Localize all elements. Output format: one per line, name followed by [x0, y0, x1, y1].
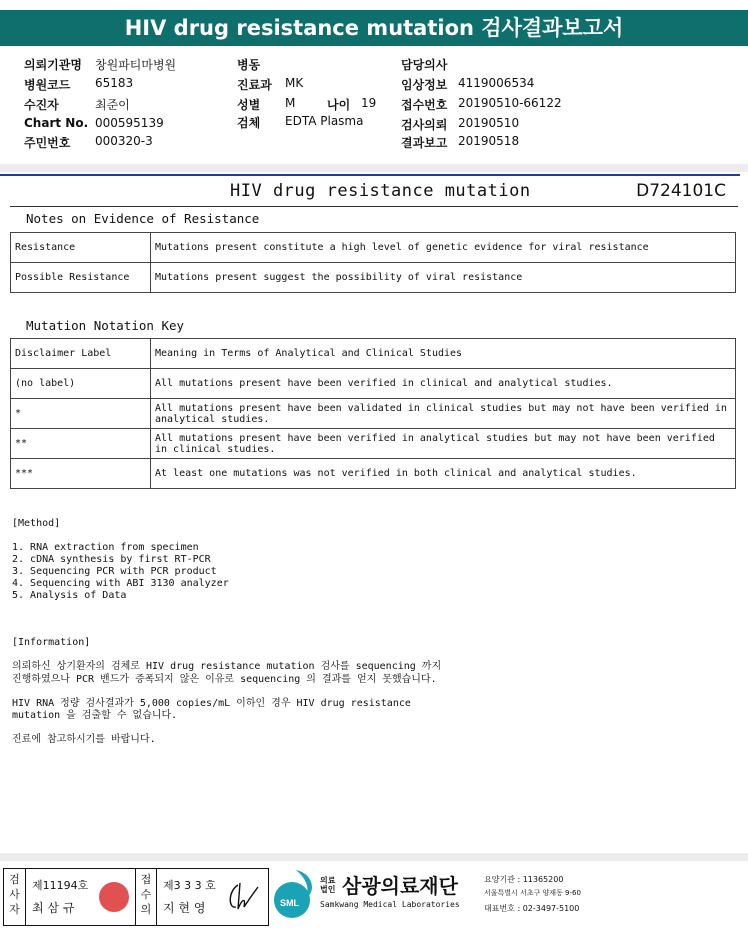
examiner-name: 최 삼 규 — [32, 901, 75, 915]
patient-info-panel — [0, 50, 748, 164]
method-line: 2. cDNA synthesis by first RT-PCR — [12, 554, 211, 565]
footer-divider — [0, 853, 748, 861]
info-label: 결과보고 — [401, 136, 448, 150]
table-row — [11, 369, 736, 399]
report-header-title: HIV drug resistance mutation 검사결과보고서 — [0, 10, 748, 46]
section-divider — [0, 164, 748, 172]
information-line: 의뢰하신 상기환자의 검체로 HIV drug resistance mutation 검사를 sequencing 까지 — [12, 661, 442, 672]
info-value: 최준이 — [95, 98, 130, 112]
signature-box — [3, 868, 269, 926]
information-line: 진료에 참고하시기를 바랍니다. — [12, 734, 156, 745]
info-value: 4119006534 — [458, 76, 535, 90]
info-label: 진료과 — [237, 78, 272, 92]
method-line: 3. Sequencing PCR with PCR product — [12, 566, 217, 577]
blue-rule — [0, 174, 740, 176]
seal-icon — [99, 882, 129, 912]
evidence-text: Mutations present suggest the possibility of viral resistance — [151, 263, 736, 293]
org-code: 요양기관 : 11365200 — [484, 875, 564, 884]
org-prefix-2: 법인 — [320, 885, 336, 894]
info-label: 검체 — [237, 116, 261, 130]
info-label: 수진자 — [24, 98, 59, 112]
method-line: 1. RNA extraction from specimen — [12, 542, 199, 553]
table-row — [11, 233, 736, 263]
table-row — [11, 339, 736, 369]
info-label: 나이 — [327, 98, 351, 112]
info-value: 65183 — [95, 76, 134, 90]
notation-table — [10, 338, 736, 489]
title-rule — [10, 206, 738, 207]
info-label: 성별 — [237, 98, 261, 112]
info-value: 000320-3 — [95, 134, 153, 148]
notation-label: ** — [11, 429, 151, 459]
info-value: 20190510-66122 — [458, 96, 562, 110]
signature-icon — [224, 879, 260, 915]
table-row — [11, 459, 736, 489]
notation-label: * — [11, 399, 151, 429]
evidence-label: Possible Resistance — [11, 263, 151, 293]
info-value: MK — [285, 76, 304, 90]
evidence-table — [10, 232, 736, 293]
notation-text: All mutations present have been verified in analytical studies but may not have been verified in clinical studies. — [151, 429, 736, 459]
method-line: 5. Analysis of Data — [12, 590, 127, 601]
information-line: HIV RNA 정량 검사결과가 5,000 copies/mL 이하인 경우 HIV drug resistance — [12, 698, 411, 709]
information-line: 진행하였으나 PCR 밴드가 증폭되지 않은 이유로 sequencing 의 결과를 얻지 못했습니다. — [12, 674, 437, 685]
table-row — [11, 429, 736, 459]
info-label: 병원코드 — [24, 78, 71, 92]
info-label: 담당의사 — [401, 58, 448, 72]
report-title: HIV drug resistance mutation — [230, 181, 531, 201]
logo-text: SML — [280, 898, 299, 908]
info-label: 검사의뢰 — [401, 118, 448, 132]
info-value: 20190510 — [458, 116, 520, 130]
report-code: D724101C — [636, 181, 726, 201]
info-value: 000595139 — [95, 116, 164, 130]
info-label: 주민번호 — [24, 136, 71, 150]
org-name: 삼광의료재단 — [342, 874, 458, 898]
notation-text: Meaning in Terms of Analytical and Clinical Studies — [151, 339, 736, 369]
verifier-label: 접수의 — [135, 869, 157, 925]
verifier-name: 지 현 영 — [163, 901, 206, 915]
notation-text: All mutations present have been validated in clinical studies but may not have been verified in analytical studies. — [151, 399, 736, 429]
examiner-license: 제11194호 — [32, 879, 89, 892]
info-label: 임상정보 — [401, 78, 448, 92]
info-label: 접수번호 — [401, 98, 448, 112]
table-row — [11, 263, 736, 293]
notation-label: Disclaimer Label — [11, 339, 151, 369]
verifier-license: 제3 3 3 호 — [163, 879, 216, 892]
method-heading: [Method] — [12, 518, 61, 529]
information-line: mutation 을 검출할 수 없습니다. — [12, 710, 178, 721]
info-value: M — [285, 96, 296, 110]
evidence-label: Resistance — [11, 233, 151, 263]
table-row — [11, 399, 736, 429]
notation-label: *** — [11, 459, 151, 489]
info-value: EDTA Plasma — [285, 114, 364, 128]
org-prefix — [320, 876, 335, 894]
evidence-heading: Notes on Evidence of Resistance — [26, 211, 260, 226]
org-english-name: Samkwang Medical Laboratories — [320, 900, 460, 909]
examiner-label: 검사자 — [4, 869, 26, 925]
information-heading: [Information] — [12, 637, 91, 648]
evidence-text: Mutations present constitute a high level of genetic evidence for viral resistance — [151, 233, 736, 263]
notation-text: All mutations present have been verified in clinical and analytical studies. — [151, 369, 736, 399]
org-phone: 대표번호 : 02-3497-5100 — [484, 904, 580, 913]
info-label: Chart No. — [24, 116, 89, 130]
org-prefix-1: 의료 — [320, 876, 336, 885]
notation-label: (no label) — [11, 369, 151, 399]
info-value: 20190518 — [458, 134, 520, 148]
info-value: 19 — [361, 96, 377, 110]
info-value: 창원파티마병원 — [95, 58, 177, 72]
info-label: 의뢰기관명 — [24, 58, 82, 72]
info-label: 병동 — [237, 58, 261, 72]
org-address: 서울특별시 서초구 양재동 9-60 — [484, 889, 581, 897]
sml-logo-icon — [270, 868, 318, 920]
method-line: 4. Sequencing with ABI 3130 analyzer — [12, 578, 229, 589]
notation-text: At least one mutations was not verified in both clinical and analytical studies. — [151, 459, 736, 489]
notation-heading: Mutation Notation Key — [26, 318, 185, 333]
